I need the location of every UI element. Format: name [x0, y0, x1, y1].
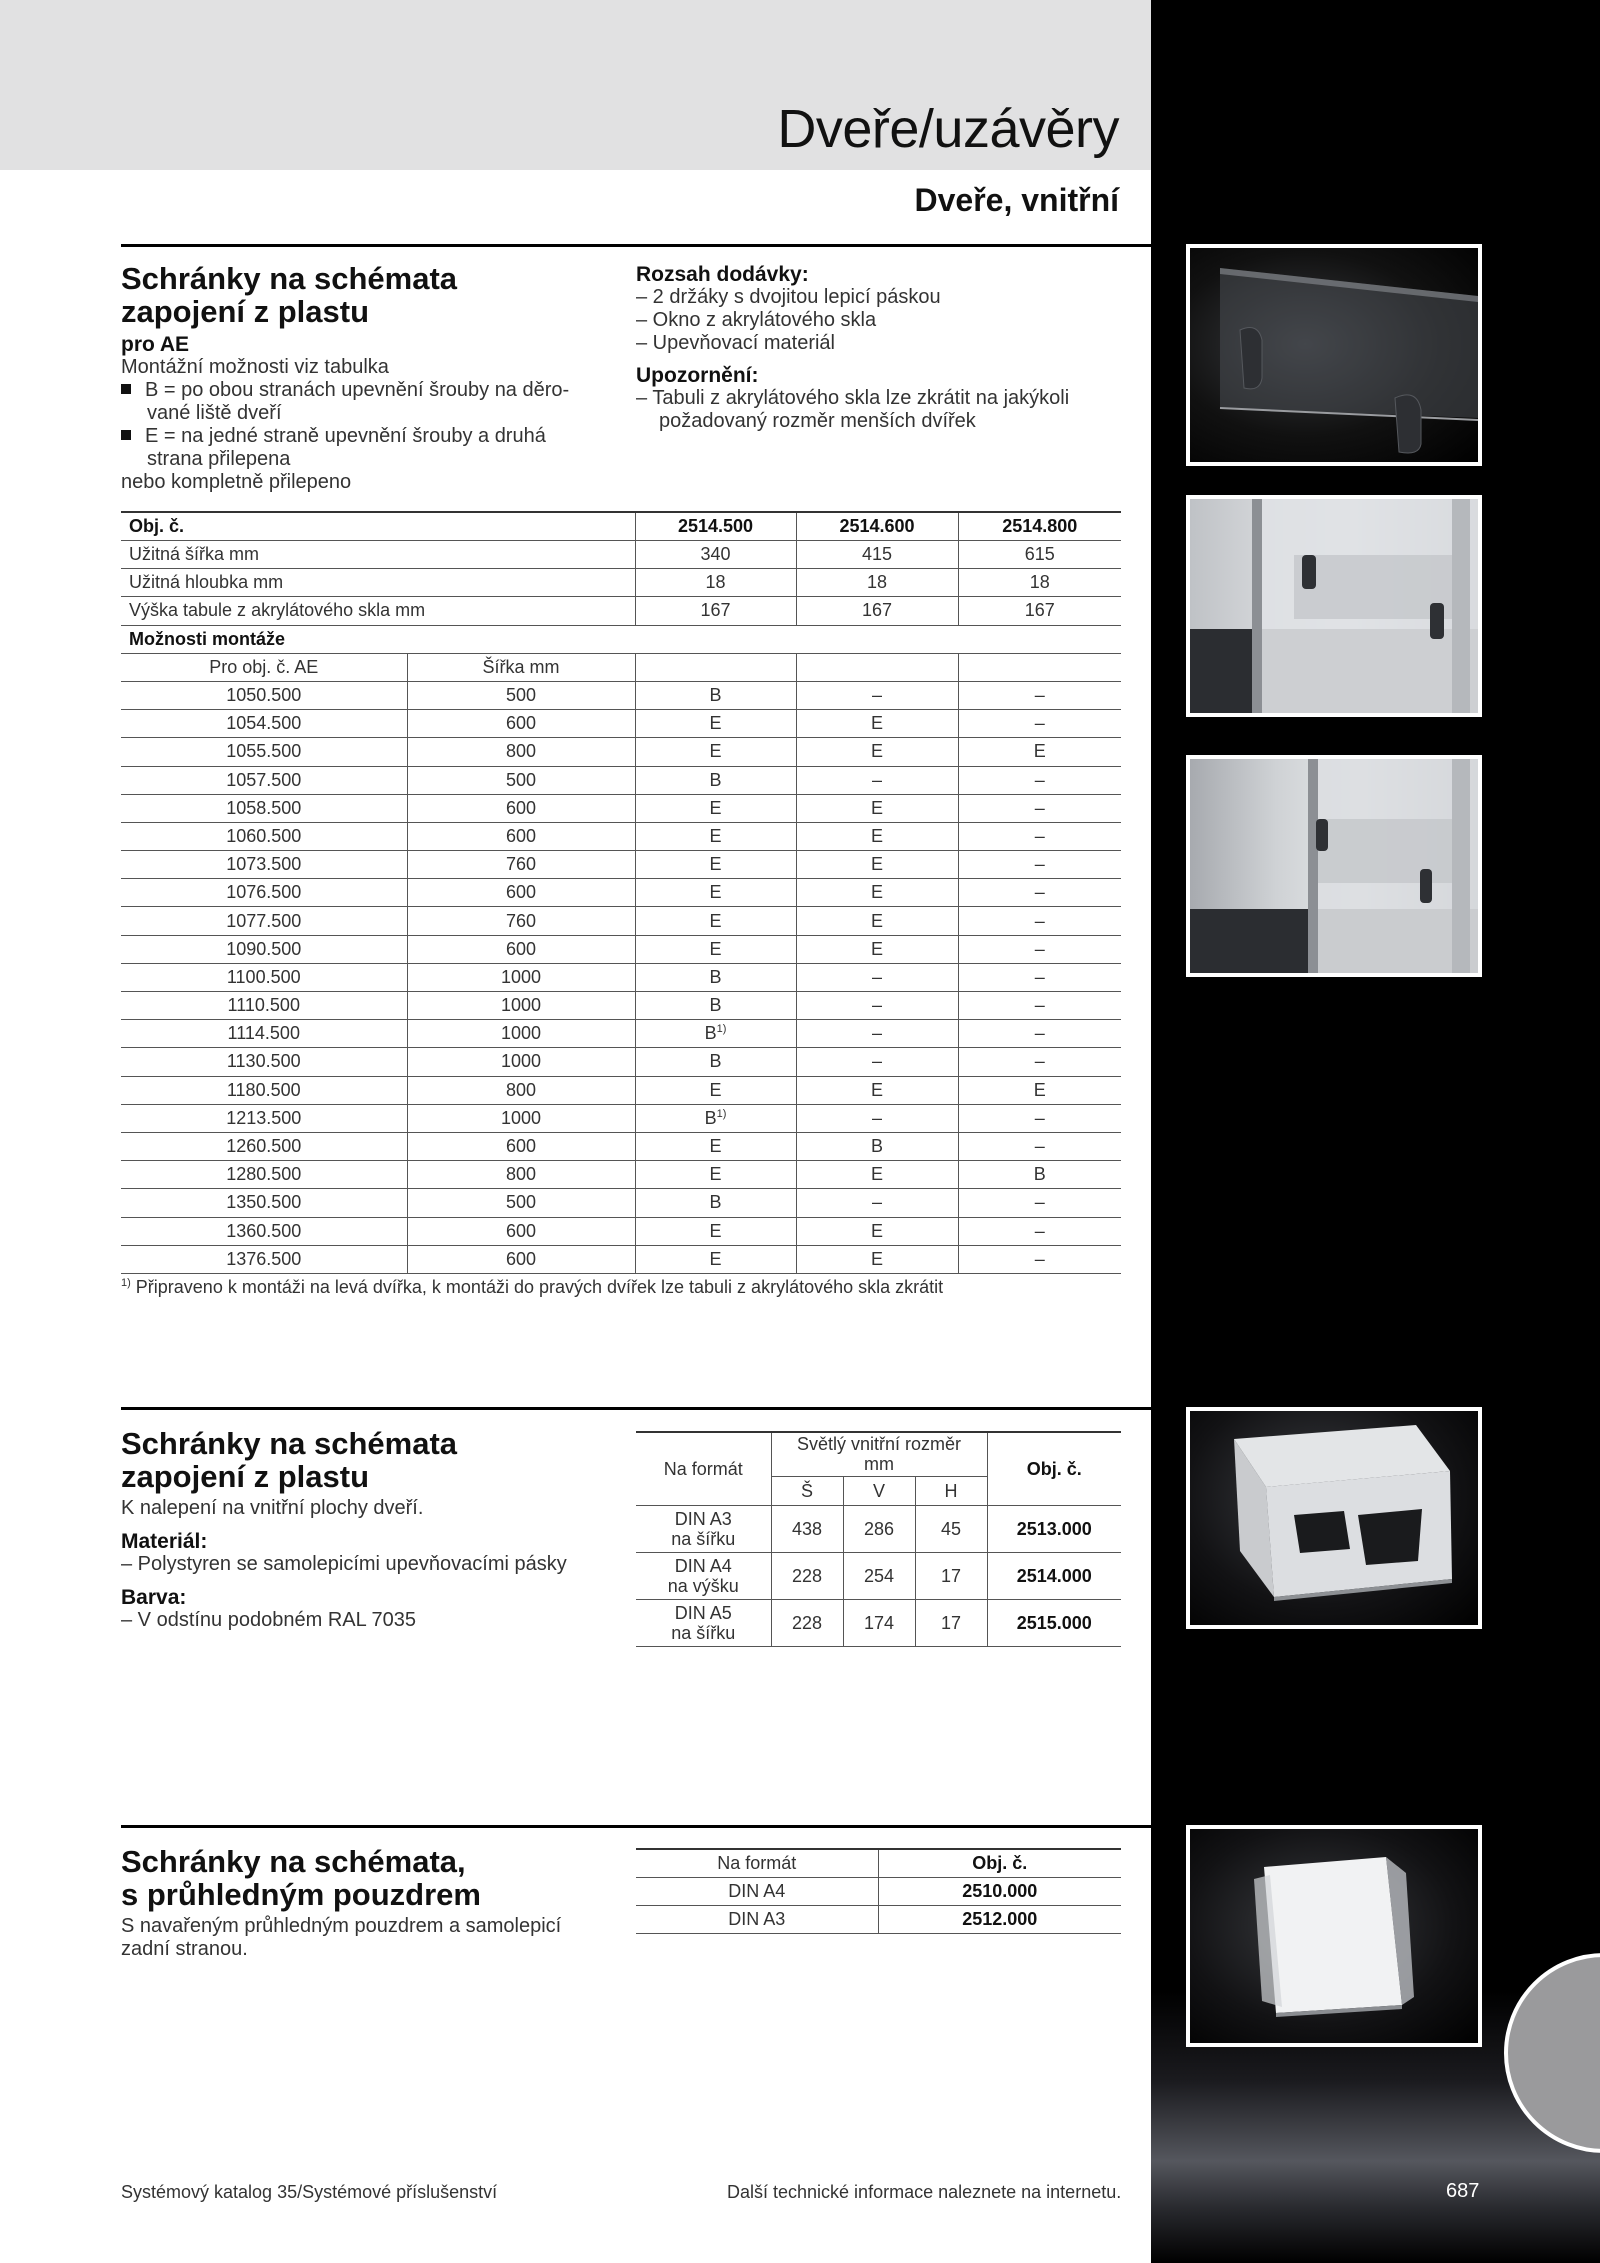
col-header: 2514.600: [796, 512, 958, 541]
delivery-block: Rozsah dodávky: – 2 držáky s dvojitou lepicí páskou – Okno z akrylátového skla – Upevňovací materiál Upozornění: – Tabuli z akrylátového skla lze zkrátit na jakýkoli požadovaný rozměr menších dvířek: [636, 263, 1070, 432]
table-row: 1057.500 500 B – –: [121, 766, 1121, 794]
table-row: 1055.500 800 E E E: [121, 738, 1121, 766]
table-row: 1130.500 1000 B – –: [121, 1048, 1121, 1076]
spec-row: Užitná hloubka mm 18 18 18: [121, 569, 1121, 597]
main-table: [121, 511, 1121, 1274]
bullet-item: E = na jedné straně upevnění šrouby a druhá: [121, 425, 621, 448]
section1-title: Schránky na schémata zapojení z plastu: [121, 261, 458, 329]
section2-title: Schránky na schémata zapojení z plastu: [121, 1426, 458, 1494]
section-rule: [121, 1407, 1151, 1410]
acrylic-pocket-image: [1190, 248, 1478, 462]
section1-for-label: pro AE: [121, 333, 190, 356]
table-row: 1058.500 600 E E –: [121, 794, 1121, 822]
table-header-row: [121, 512, 1121, 541]
dim-header: Světlý vnitřní rozměr mm: [771, 1432, 987, 1476]
table-row: 1114.500 1000 $B^{1)}$ – –: [121, 1020, 1121, 1048]
product-photo-transparent-pouch: [1186, 1825, 1482, 2047]
table-row: 1060.500 600 E E –: [121, 822, 1121, 850]
square-bullet-icon: [121, 430, 131, 440]
section3-title: Schránky na schémata, s průhledným pouzdrem: [121, 1844, 481, 1912]
col-header: 2514.800: [958, 512, 1121, 541]
table-row: 1280.500 800 E E B: [121, 1161, 1121, 1189]
footer-catalog: Systémový katalog 35/Systémové příslušenství: [121, 2182, 498, 2202]
page-title: Dveře/uzávěry: [777, 99, 1119, 159]
table-header-row: Na formát Obj. č.: [636, 1849, 1121, 1877]
table-row: 1350.500 500 B – –: [121, 1189, 1121, 1217]
section2-table: [636, 1431, 1121, 1647]
table-row: 1110.500 1000 B – –: [121, 992, 1121, 1020]
main-table-body: [121, 512, 1121, 1273]
product-photo-mounted-2: [1186, 755, 1482, 977]
section-rule: [121, 1825, 1151, 1828]
mounted-pocket-image: [1190, 759, 1478, 973]
subheader-row: Pro obj. č. AE Šířka mm: [121, 653, 1121, 681]
footnote: $^{1)}$ Připraveno k montáži na levá dvířka, k montáži do pravých dvířek lze tabuli z akrylátového skla zkrátit: [121, 1277, 944, 1297]
section-rule: [121, 244, 1151, 247]
mounted-pocket-image: [1190, 499, 1478, 713]
obj-label: Obj. č.: [121, 512, 635, 541]
section3-table: [636, 1848, 1121, 1934]
table-row: DIN A3 2512.000: [636, 1905, 1121, 1933]
table-row: 1050.500 500 B – –: [121, 681, 1121, 709]
table-row: 1180.500 800 E E E: [121, 1076, 1121, 1104]
product-photo-mounted-1: [1186, 495, 1482, 717]
plastic-pocket-image: [1190, 1411, 1478, 1625]
table-row: DIN A4 2510.000: [636, 1877, 1121, 1905]
col-header: 2514.500: [635, 512, 796, 541]
table-row: DIN A3 na šířku 438 286 45 2513.000: [636, 1505, 1121, 1552]
square-bullet-icon: [121, 384, 131, 394]
table-subheader-row: Š V H: [636, 1476, 1121, 1505]
bullet-item: B = po obou stranách upevnění šrouby na děro-: [121, 379, 621, 402]
footer-info: Další technické informace naleznete na internetu.: [727, 2182, 1122, 2202]
transparent-pouch-image: [1190, 1829, 1478, 2043]
table-row: 1054.500 600 E E –: [121, 710, 1121, 738]
page-subtitle: Dveře, vnitřní: [914, 182, 1119, 218]
table-row: 1100.500 1000 B – –: [121, 963, 1121, 991]
spec-row: Výška tabule z akrylátového skla mm 167 167 167: [121, 597, 1121, 625]
section3-description: S navařeným průhledným pouzdrem a samolepicí zadní stranou.: [121, 1915, 562, 1960]
section2-description: K nalepení na vnitřní plochy dveří. Materiál: – Polystyren se samolepicími upevňovacími pásky Barva: – V odstínu podobném RAL 7035: [121, 1497, 567, 1631]
spec-row: Užitná šířka mm 340 415 615: [121, 541, 1121, 569]
table-row: 1213.500 1000 $B^{1)}$ – –: [121, 1104, 1121, 1132]
table-row: 1360.500 600 E E –: [121, 1217, 1121, 1245]
section1-description: Montážní možnosti viz tabulka B = po obou stranách upevnění šrouby na děro- vané liště dveří E = na jedné straně upevnění šrouby a druhá strana přilepena nebo kompletně přilepeno: [121, 356, 621, 494]
table-row: 1076.500 600 E E –: [121, 879, 1121, 907]
page-number: 687: [1446, 2180, 1480, 2202]
product-photo-plastic-pocket: [1186, 1407, 1482, 1629]
table-row: 1073.500 760 E E –: [121, 851, 1121, 879]
table-row: 1090.500 600 E E –: [121, 935, 1121, 963]
table-row: DIN A4 na výšku 228 254 17 2514.000: [636, 1552, 1121, 1599]
table-row: 1376.500 600 E E –: [121, 1245, 1121, 1273]
table-row: 1077.500 760 E E –: [121, 907, 1121, 935]
mount-options-row: Možnosti montáže: [121, 625, 1121, 653]
table-row: DIN A5 na šířku 228 174 17 2515.000: [636, 1599, 1121, 1646]
table-header-row: Na formát Světlý vnitřní rozměr mm Obj. č.: [636, 1432, 1121, 1476]
product-photo-acrylic-pocket: [1186, 244, 1482, 466]
table-row: 1260.500 600 E B –: [121, 1132, 1121, 1160]
